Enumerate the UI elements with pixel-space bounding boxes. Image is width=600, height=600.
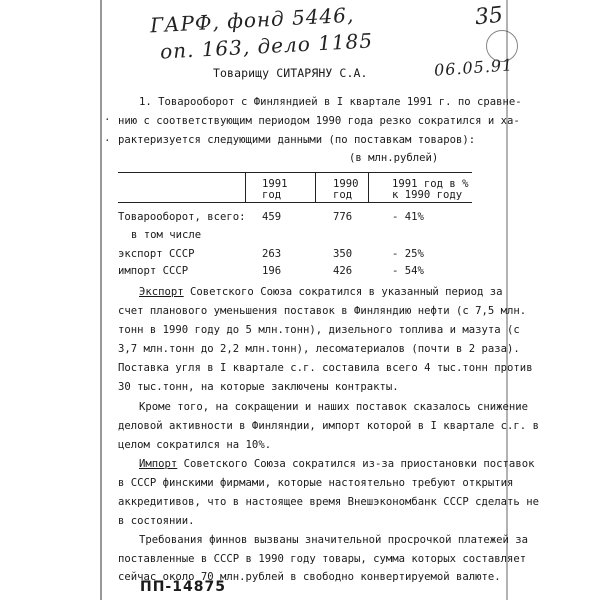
- archive-note-date: 06.05.91: [433, 55, 514, 80]
- import-line1-rest: Советского Союза сократился из-за приостановки поставок: [177, 458, 535, 470]
- decline-para-line: деловой активности в Финляндии, импорт которой в I квартале с.г. в: [118, 420, 539, 432]
- export-para-line: счет планового уменьшения поставок в Финляндию нефти (с 7,5 млн.: [118, 305, 527, 317]
- import-para-line: в СССР финскими фирмами, которые настоятельно требуют открытия: [118, 477, 514, 489]
- stamp-circle: [486, 30, 518, 62]
- export-keyword: Экспорт: [139, 286, 184, 298]
- document-id: ПП-14875: [140, 579, 226, 595]
- demands-para-line: сейчас около 70 млн.рублей в свободно конвертируемой валюте.: [118, 571, 501, 583]
- export-line1-rest: Советского Союза сократился в указанный период за: [183, 286, 503, 298]
- header-1991-line2: год: [262, 189, 282, 201]
- demands-para-line: Требования финнов вызваны значительной просрочкой платежей за: [139, 534, 529, 546]
- header-pct-line1: 1991 год в %: [392, 178, 469, 190]
- row-label: импорт СССР: [118, 265, 189, 277]
- import-keyword: Импорт: [139, 458, 178, 470]
- cell-pct: - 54%: [392, 265, 424, 277]
- cell-pct: - 41%: [392, 211, 424, 223]
- row-label: экспорт СССР: [118, 248, 195, 260]
- import-para-line: аккредитивов, что в настоящее время Внешэкономбанк СССР сделать не: [118, 496, 539, 508]
- table-top-rule: [118, 172, 472, 173]
- page-number: 35: [473, 2, 505, 31]
- row-label: в том числе: [131, 229, 202, 241]
- header-1991-line1: 1991: [262, 178, 288, 190]
- cell-1991: 263: [262, 248, 282, 260]
- export-para-line: 3,7 млн.тонн до 2,2 млн.тонн), лесоматериалов (почти в 2 раза).: [118, 343, 520, 355]
- cell-1991: 196: [262, 265, 282, 277]
- archive-note-line1: ГАРФ, фонд 5446,: [149, 2, 355, 38]
- table-col-divider: [368, 172, 369, 202]
- row-label: Товарооборот, всего:: [118, 211, 246, 223]
- header-pct-line2: к 1990 году: [392, 189, 463, 201]
- intro-line: 1. Товарооборот с Финляндией в I квартале 1991 г. по сравне-: [139, 96, 522, 108]
- export-para-line: Поставка угля в I квартале с.г. составила всего 4 тыс.тонн против: [118, 362, 533, 374]
- margin-mark: ·: [104, 113, 111, 126]
- cell-1991: 459: [262, 211, 282, 223]
- archive-note-line2: оп. 163, дело 1185: [159, 28, 374, 64]
- header-1990-line1: 1990: [333, 178, 359, 190]
- addressee: Товарищу СИТАРЯНУ С.А.: [213, 66, 368, 80]
- header-1990-line2: год: [333, 189, 353, 201]
- table-header-rule: [118, 202, 472, 203]
- decline-para-line: Кроме того, на сокращении и наших поставок сказалось снижение: [139, 401, 529, 413]
- cell-1990: 426: [333, 265, 353, 277]
- cell-pct: - 25%: [392, 248, 424, 260]
- margin-mark: ·: [104, 134, 111, 147]
- demands-para-line: поставленные в СССР в 1990 году товары, сумма которых составляет: [118, 553, 527, 565]
- units-label: (в млн.рублей): [349, 152, 439, 164]
- export-para-line1: [139, 283, 503, 302]
- table-col-divider: [245, 172, 246, 202]
- decline-para-line: целом сократился на 10%.: [118, 439, 272, 451]
- cell-1990: 776: [333, 211, 353, 223]
- cell-1990: 350: [333, 248, 353, 260]
- intro-line: рактеризуется следующими данными (по поставкам товаров):: [118, 134, 476, 146]
- scan-edge-left: [100, 0, 102, 600]
- intro-line: нию с соответствующим периодом 1990 года резко сократился и ха-: [118, 115, 520, 127]
- import-para-line: в состоянии.: [118, 515, 195, 527]
- table-col-divider: [315, 172, 316, 202]
- import-para-line1: [139, 455, 534, 474]
- export-para-line: 30 тыс.тонн, на которые заключены контракты.: [118, 381, 399, 393]
- export-para-line: тонн в 1990 году до 5 млн.тонн), дизельного топлива и мазута (с: [118, 324, 520, 336]
